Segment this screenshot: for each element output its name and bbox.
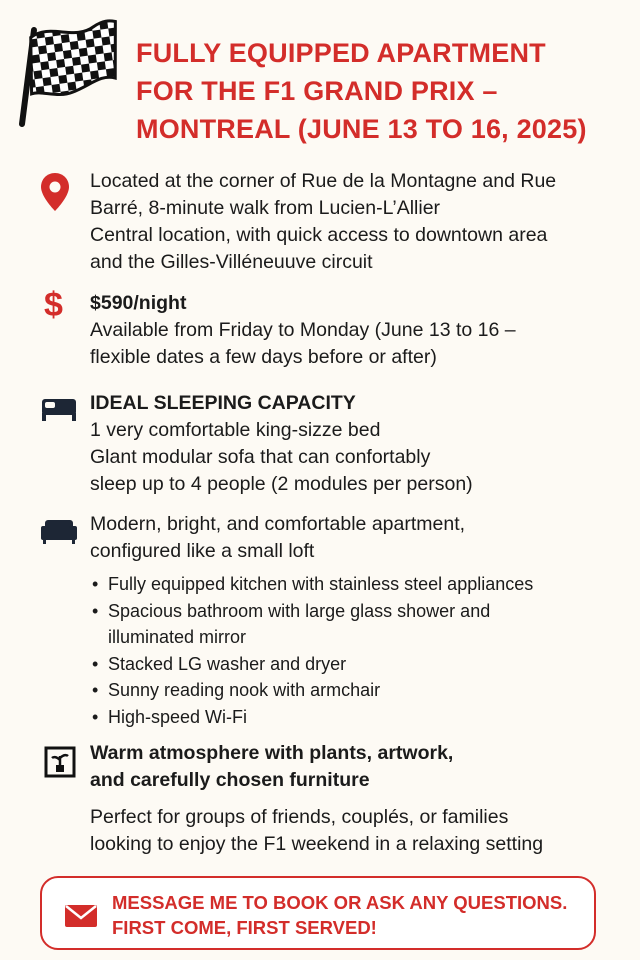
location-line-1: Located at the corner of Rue de la Montagne and Rue (90, 170, 557, 192)
plant-frame-icon (44, 746, 76, 778)
dollar-icon: $ (44, 286, 63, 324)
apartment-line-1: Modern, bright, and comfortable apartment, (90, 513, 466, 535)
feature-item: • High-speed Wi-Fi (90, 704, 620, 731)
bed-icon (40, 396, 78, 422)
title-line-2: FOR THE F1 GRAND PRIX – (136, 76, 498, 106)
location-text (90, 168, 620, 276)
cta-line-2: FIRST COME, FIRST SERVED! (112, 917, 377, 938)
feature-item: • Sunny reading nook with armchair (90, 677, 620, 704)
sofa-icon (40, 517, 78, 545)
map-pin-icon (40, 172, 70, 212)
feature-item-continued: illuminated mirror (108, 627, 247, 647)
title-line-3: MONTREAL (JUNE 13 TO 16, 2025) (136, 114, 587, 144)
atmosphere-heading-line-1: Warm atmosphere with plants, artwork, (90, 742, 454, 764)
sleeping-heading: IDEAL SLEEPING CAPACITY (90, 392, 356, 414)
atmosphere-heading-line-2: and carefully chosen furniture (90, 769, 370, 791)
location-line-4: and the Gilles-Villéneuuve circuit (90, 251, 373, 273)
feature-item: • Fully equipped kitchen with stainless steel appliances (90, 571, 620, 598)
sleeping-line-3: sleep up to 4 people (2 modules per person) (90, 473, 473, 495)
location-line-2: Barré, 8-minute walk from Lucien-L’Allier (90, 197, 441, 219)
sleeping-line-1: 1 very comfortable king-sizze bed (90, 419, 381, 441)
feature-item: • Spacious bathroom with large glass shower and (90, 598, 620, 625)
checkered-flag-icon (16, 18, 126, 128)
apartment-text (90, 511, 620, 565)
atmosphere-heading (90, 740, 620, 794)
sleeping-text (90, 390, 620, 498)
contact-banner-text (112, 890, 567, 940)
cta-line-1: MESSAGE ME TO BOOK OR ASK ANY QUESTIONS. (112, 892, 568, 913)
atmosphere-line-2: looking to enjoy the F1 weekend in a relaxing setting (90, 833, 544, 855)
feature-item: • Stacked LG washer and dryer (90, 651, 620, 678)
feature-list (90, 571, 620, 730)
sleeping-line-2: Glant modular sofa that can confortably (90, 446, 431, 468)
atmosphere-line-1: Perfect for groups of friends, couplés, or families (90, 806, 509, 828)
envelope-icon (64, 904, 98, 928)
apartment-line-2: configured like a small loft (90, 540, 315, 562)
page-title (136, 34, 626, 148)
contact-banner[interactable] (40, 876, 596, 950)
atmosphere-text (90, 804, 620, 858)
price-value: $590/night (90, 292, 187, 314)
title-line-1: FULLY EQUIPPED APARTMENT (136, 38, 546, 68)
price-line-2: flexible dates a few days before or after) (90, 346, 437, 368)
location-line-3: Central location, with quick access to downtown area (90, 224, 548, 246)
price-text (90, 290, 620, 371)
price-line-1: Available from Friday to Monday (June 13 to 16 – (90, 319, 516, 341)
